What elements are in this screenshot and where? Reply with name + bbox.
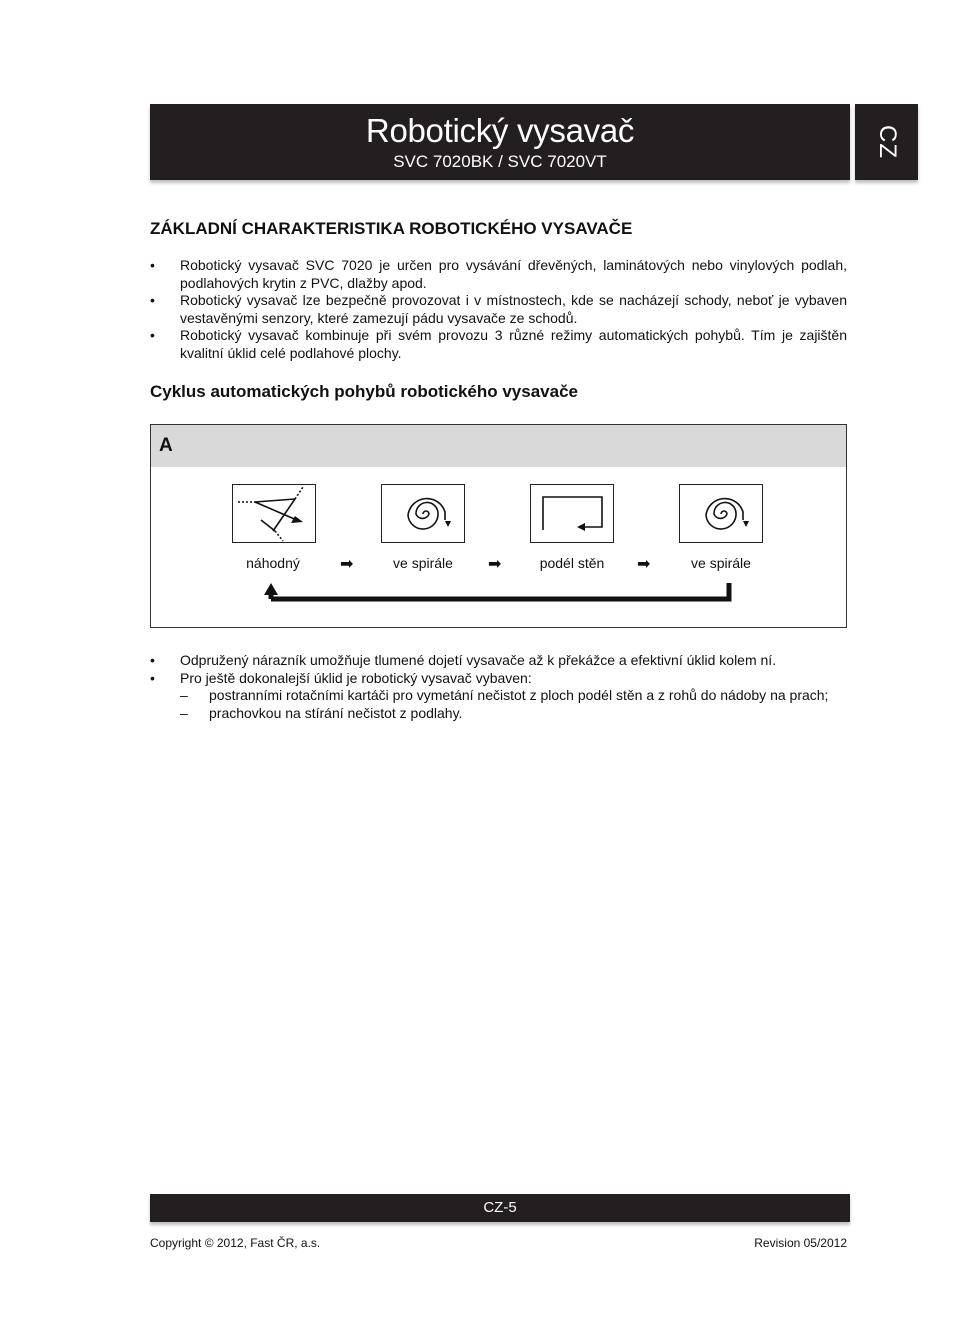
list-item: – postranními rotačními kartáči pro vymetání nečistot z ploch podél stěn a z rohů do nádoby na prach; <box>180 687 829 703</box>
dash-icon: – <box>180 704 188 721</box>
section-heading-movement-cycle: Cyklus automatických pohybů robotického vysavače <box>150 382 578 401</box>
header-bar <box>150 104 850 180</box>
right-arrow-icon: ➡ <box>637 556 651 573</box>
revision-text: Revision 05/2012 <box>754 1236 847 1250</box>
features-list <box>150 652 847 722</box>
bullet-icon: • <box>150 669 155 686</box>
mode-label-wall: podél stěn <box>539 555 605 571</box>
bullet-icon: • <box>150 327 155 343</box>
right-arrow-icon: ➡ <box>340 556 354 573</box>
movement-cycle-figure <box>150 424 847 628</box>
list-item: • Robotický vysavač kombinuje při svém provozu 3 různé režimy automatických pohybů. Tím je zajištěn kvalitní úklid celé podlahové plochy. <box>150 327 847 361</box>
page-number: CZ-5 <box>483 1199 517 1216</box>
list-item: • Robotický vysavač lze bezpečně provozovat i v místnostech, kde se nacházejí schody, neboť je vybaven vestavěnými senzory, které zamezují pádu vysavače ze schodů. <box>150 292 847 326</box>
list-item: • Robotický vysavač SVC 7020 je určen pro vysávání dřevěných, laminátových nebo vinylových podlah, podlahových krytin z PVC, dlažby apod. <box>150 257 847 291</box>
model-subtitle: SVC 7020BK / SVC 7020VT <box>393 152 607 171</box>
language-label: CZ <box>873 125 901 159</box>
bullet-icon: • <box>150 292 155 308</box>
cycle-return-arrow-icon <box>151 425 846 627</box>
figure-label: A <box>159 435 173 456</box>
section-heading-characteristics: ZÁKLADNÍ CHARAKTERISTIKA ROBOTICKÉHO VYSAVAČE <box>150 219 633 238</box>
list-item: – prachovkou na stírání nečistot z podlahy. <box>180 704 463 721</box>
language-tab <box>855 104 918 180</box>
list-item: • Odpružený nárazník umožňuje tlumené dojetí vysavače až k překážce a efektivní úklid kolem ní. <box>150 652 777 668</box>
mode-label-spiral-2: ve spirále <box>691 555 751 571</box>
mode-label-spiral: ve spirále <box>393 555 453 571</box>
characteristics-list <box>150 257 847 362</box>
copyright-text: Copyright © 2012, Fast ČR, a.s. <box>150 1236 321 1250</box>
right-arrow-icon: ➡ <box>488 556 502 573</box>
dash-icon: – <box>180 687 188 703</box>
bullet-icon: • <box>150 257 155 273</box>
mode-label-random: náhodný <box>246 555 300 571</box>
page-title: Robotický vysavač <box>365 112 635 149</box>
equipment-sublist <box>180 687 847 722</box>
list-item: • Pro ještě dokonalejší úklid je robotický vysavač vybaven: – postranními rotačními kartáči pro vymetání nečistot z ploch podél stěn a z rohů do nádoby na prach; – prachovkou na stírání nečistot z podlahy. <box>150 670 847 723</box>
bullet-icon: • <box>150 652 155 668</box>
footer-bar <box>150 1194 850 1222</box>
